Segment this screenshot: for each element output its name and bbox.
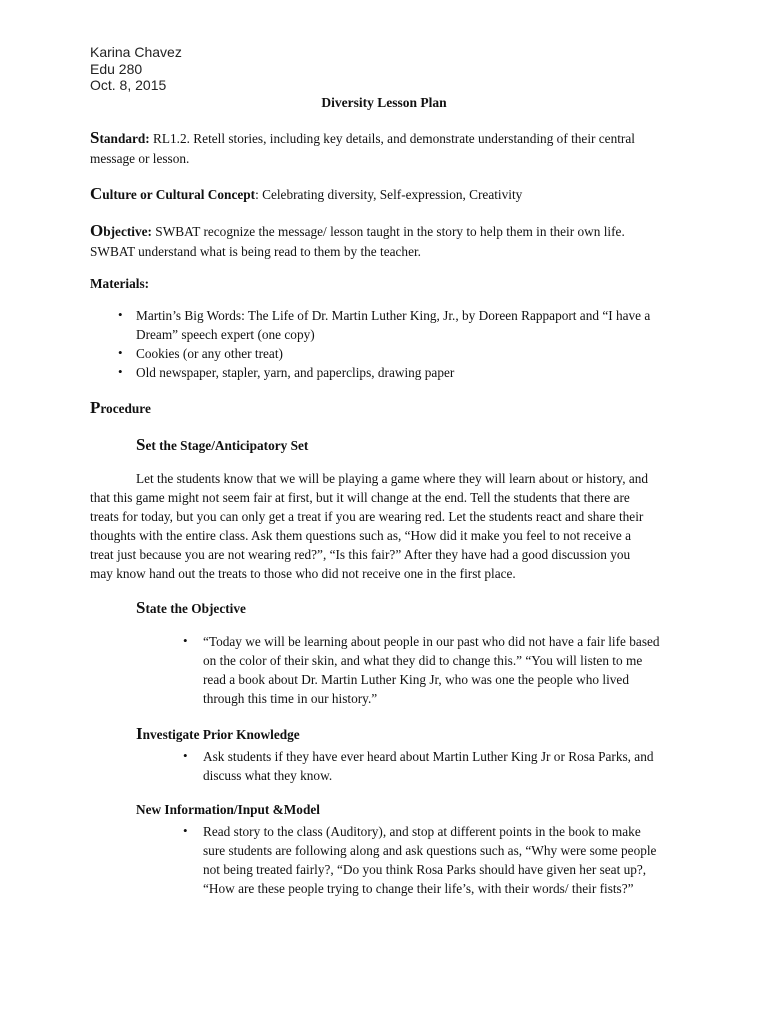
state-objective-line-4: through this time in our history.”: [203, 691, 378, 706]
procedure-heading: [90, 398, 151, 418]
set-stage-line-2: that this game might not seem fair at first, but it will change at the end. Tell the students that there are: [90, 490, 630, 505]
standard-section: [90, 128, 635, 148]
state-objective-label: tate the Objective: [145, 601, 246, 616]
prior-knowledge-label: nvestigate Prior Knowledge: [142, 727, 300, 742]
new-info-line-4: “How are these people trying to change their life’s, with their words/ their fists?”: [203, 881, 634, 896]
state-objective-cap: S: [136, 598, 146, 617]
state-objective-heading: [136, 598, 246, 618]
bullet-icon: •: [183, 748, 188, 763]
bullet-icon: •: [118, 307, 123, 322]
new-info-heading: New Information/Input &Model: [136, 802, 320, 817]
set-stage-line-5: treat just because you are not wearing red?”, “Is this fair?” After they have had a good discussion you: [90, 547, 631, 562]
culture-cap: C: [90, 184, 103, 203]
prior-knowledge-line-2: discuss what they know.: [203, 768, 333, 783]
document-date: Oct. 8, 2015: [90, 77, 167, 93]
objective-text-line1: SWBAT recognize the message/ lesson taught in the story to help them in their own life.: [151, 224, 625, 239]
author-name: Karina Chavez: [90, 44, 182, 60]
standard-text-line2: message or lesson.: [90, 151, 190, 166]
procedure-label: rocedure: [100, 401, 151, 416]
new-info-line-2: sure students are following along and ask questions such as, “Why were some people: [203, 843, 657, 858]
state-objective-line-1: “Today we will be learning about people in our past who did not have a fair life based: [203, 634, 660, 649]
course-code: Edu 280: [90, 60, 143, 77]
document-title: Diversity Lesson Plan: [321, 95, 447, 110]
prior-knowledge-cap: I: [136, 724, 143, 743]
set-stage-heading: [136, 435, 308, 455]
standard-text-line1: RL1.2. Retell stories, including key details, and demonstrate understanding of their central: [149, 131, 635, 146]
bullet-icon: •: [183, 823, 188, 838]
set-stage-line-6: may know hand out the treats to those who did not receive one in the first place.: [90, 566, 516, 581]
document-header: [90, 44, 182, 94]
materials-item-2: Cookies (or any other treat): [136, 346, 283, 361]
materials-item-3: Old newspaper, stapler, yarn, and paperclips, drawing paper: [136, 365, 455, 380]
state-objective-line-3: read a book about Dr. Martin Luther King Jr, who was one the people who lived: [203, 672, 629, 687]
materials-heading: Materials:: [90, 276, 150, 291]
procedure-cap: P: [90, 398, 101, 417]
standard-label: tandard:: [99, 131, 150, 146]
new-info-line-3: not being treated fairly?, “Do you think Rosa Parks should have given her seat up?,: [203, 862, 647, 877]
bullet-icon: •: [118, 364, 123, 379]
objective-cap: O: [90, 221, 104, 240]
objective-label: bjective:: [103, 224, 152, 239]
culture-text: : Celebrating diversity, Self-expression, Creativity: [255, 187, 523, 202]
culture-label: ulture or Cultural Concept: [102, 187, 256, 202]
new-info-line-1: Read story to the class (Auditory), and stop at different points in the book to make: [203, 824, 641, 839]
set-stage-line-1: Let the students know that we will be playing a game where they will learn about or history, and: [136, 471, 649, 486]
culture-section: [90, 184, 522, 204]
state-objective-line-2: on the color of their skin, and what they did to change this.” “You will listen to me: [203, 653, 643, 668]
bullet-icon: •: [183, 633, 188, 648]
set-stage-label: et the Stage/Anticipatory Set: [145, 438, 309, 453]
set-stage-line-4: thoughts with the entire class. Ask them questions such as, “How did it make you feel to not receive a: [90, 528, 631, 543]
standard-cap: S: [90, 128, 100, 147]
materials-item-1-line2: Dream” speech expert (one copy): [136, 327, 315, 342]
materials-item-1-line1: Martin’s Big Words: The Life of Dr. Martin Luther King, Jr., by Doreen Rappaport and “I have a: [136, 308, 651, 323]
prior-knowledge-line-1: Ask students if they have ever heard about Martin Luther King Jr or Rosa Parks, and: [203, 749, 654, 764]
bullet-icon: •: [118, 345, 123, 360]
objective-text-line2: SWBAT understand what is being read to them by the teacher.: [90, 244, 421, 259]
prior-knowledge-heading: [136, 724, 300, 744]
set-stage-line-3: treats for today, but you can only get a treat if you are wearing red. Let the students react and share their: [90, 509, 644, 524]
set-stage-cap: S: [136, 435, 146, 454]
objective-section: [90, 221, 625, 241]
